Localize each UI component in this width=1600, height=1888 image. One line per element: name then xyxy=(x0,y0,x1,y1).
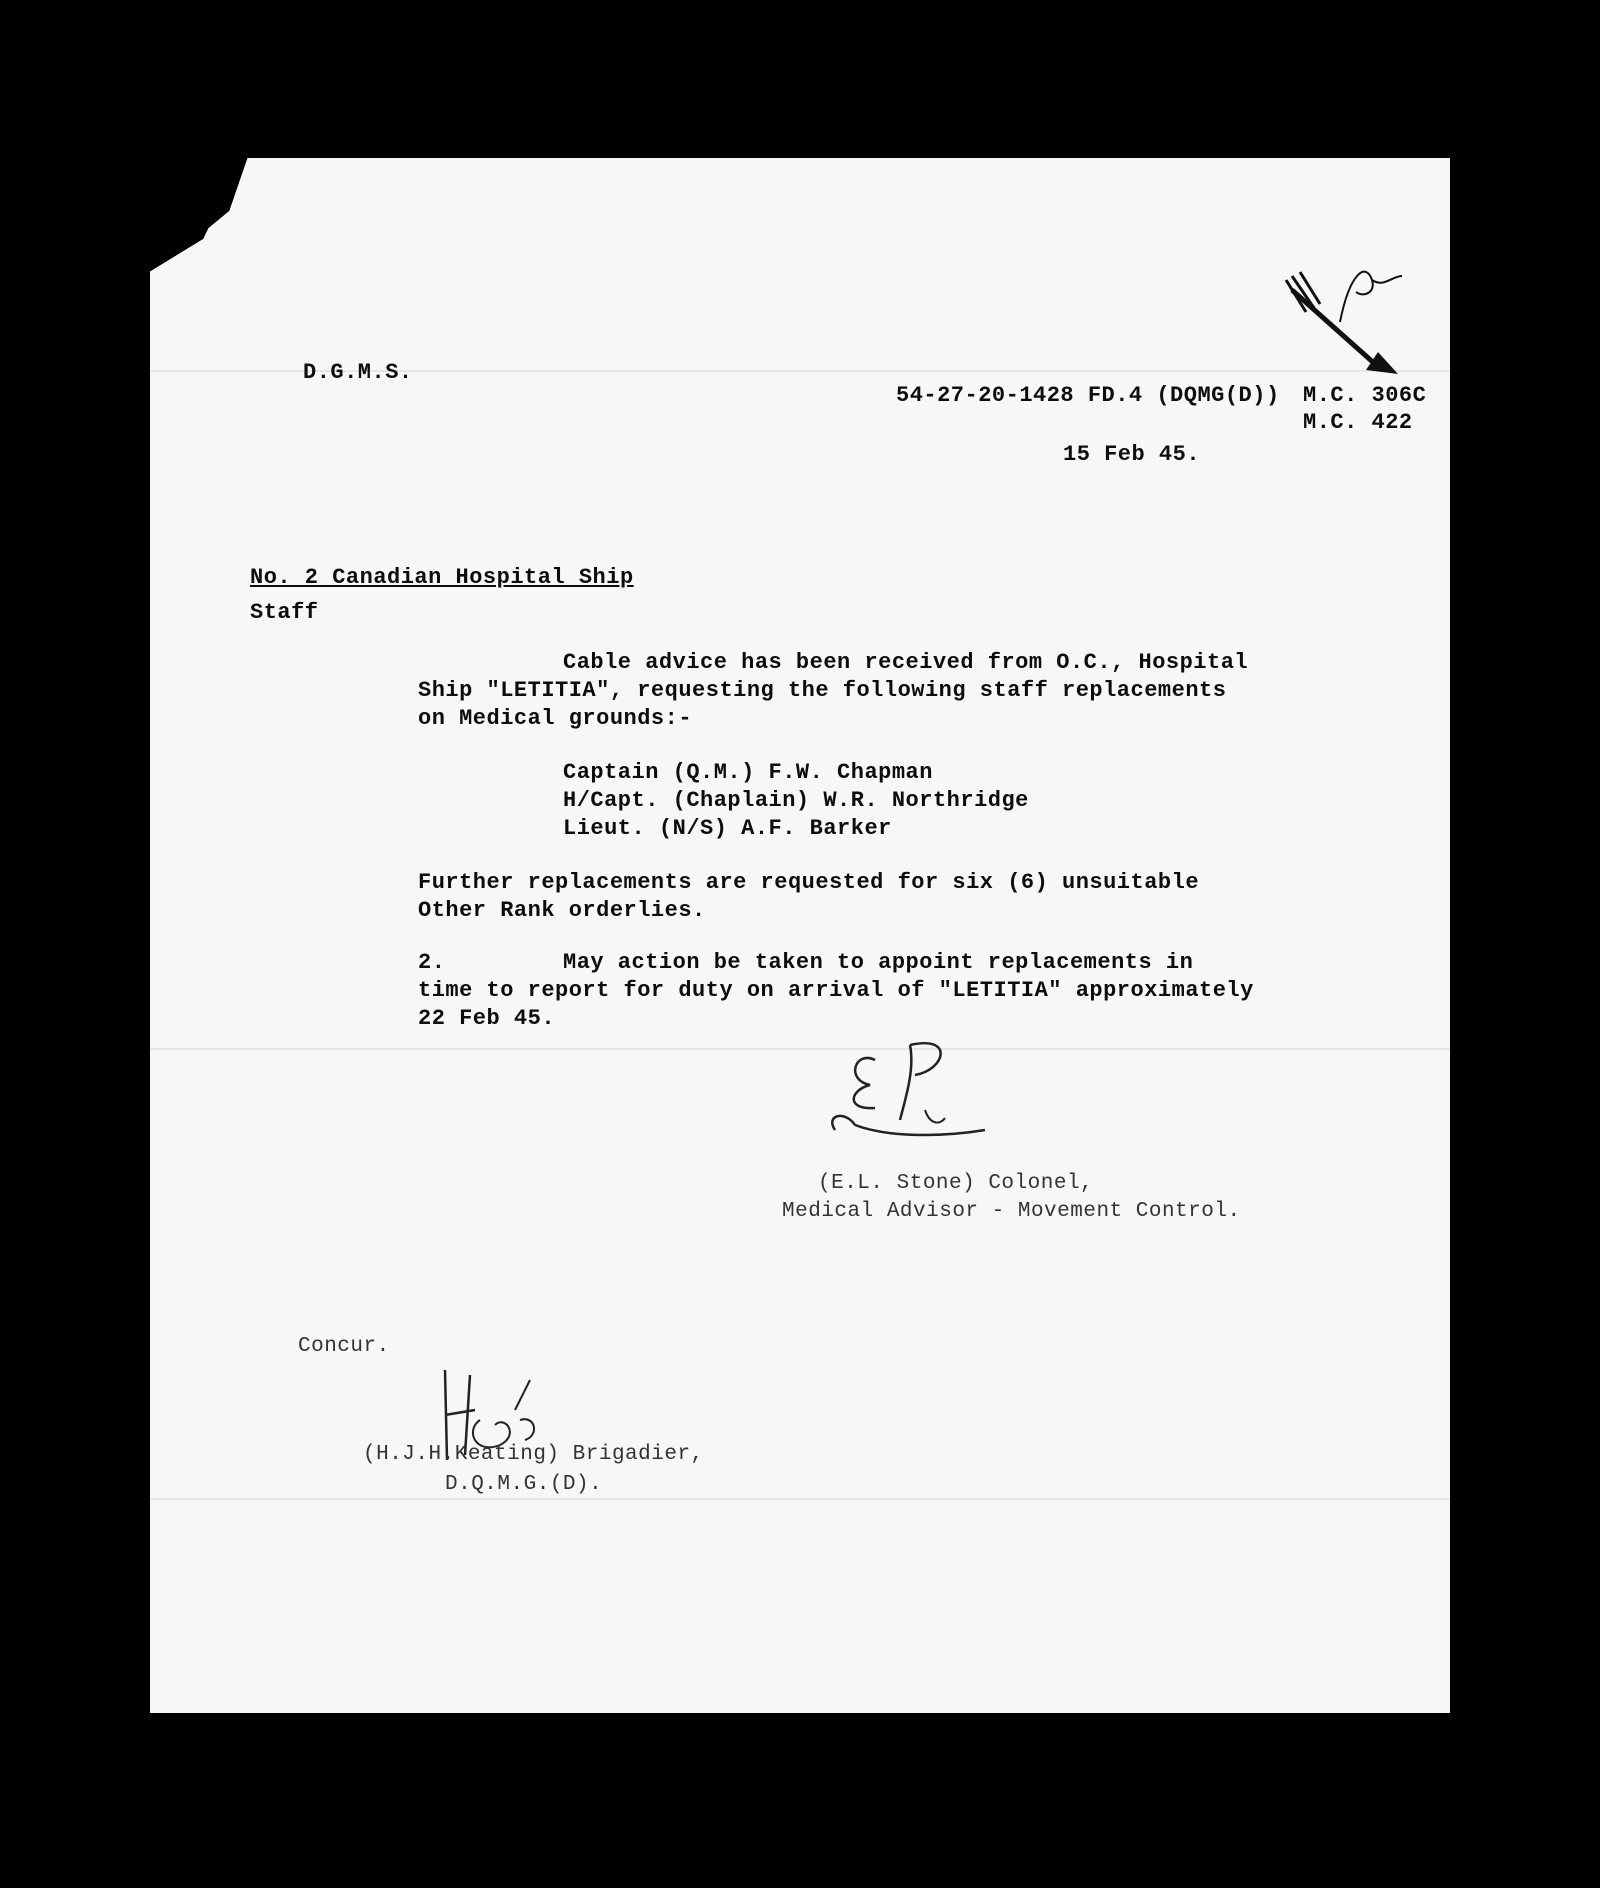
file-reference: 54-27-20-1428 FD.4 (DQMG(D)) xyxy=(896,383,1280,408)
para3-number: 2. xyxy=(418,950,446,975)
fold-line xyxy=(150,1498,1450,1500)
body-para1-line3: on Medical grounds:- xyxy=(418,706,693,731)
mc-reference-2: M.C. 422 xyxy=(1303,410,1413,435)
body-para2-line1: Further replacements are requested for six (6) unsuitable xyxy=(418,870,1200,895)
addressee: D.G.M.S. xyxy=(303,360,413,385)
body-para3-line2: time to report for duty on arrival of "LETITIA" approximately xyxy=(418,978,1254,1003)
body-para2-line2: Other Rank orderlies. xyxy=(418,898,706,923)
document-date: 15 Feb 45. xyxy=(1063,442,1201,467)
concur-name: (H.J.H.Keating) Brigadier, xyxy=(363,1443,704,1466)
signature-stone xyxy=(815,1030,1015,1150)
fold-line xyxy=(150,1048,1450,1050)
body-para3-line3: 22 Feb 45. xyxy=(418,1006,556,1031)
body-para3-line1: May action be taken to appoint replacements in xyxy=(563,950,1194,975)
personnel-item: H/Capt. (Chaplain) W.R. Northridge xyxy=(563,788,1029,813)
personnel-item: Lieut. (N/S) A.F. Barker xyxy=(563,816,892,841)
concur-label: Concur. xyxy=(298,1335,390,1358)
mc-reference-1: M.C. 306C xyxy=(1303,383,1427,408)
personnel-item: Captain (Q.M.) F.W. Chapman xyxy=(563,760,933,785)
signature1-name: (E.L. Stone) Colonel, xyxy=(818,1172,1094,1195)
concur-title: D.Q.M.G.(D). xyxy=(445,1473,603,1496)
subject-line: No. 2 Canadian Hospital Ship xyxy=(250,565,634,590)
arrow-stamp-icon xyxy=(1280,262,1410,382)
body-para1-line1: Cable advice has been received from O.C., Hospital xyxy=(563,650,1249,675)
subject-staff: Staff xyxy=(250,600,319,625)
body-para1-line2: Ship "LETITIA", requesting the following staff replacements xyxy=(418,678,1227,703)
signature1-title: Medical Advisor - Movement Control. xyxy=(782,1200,1241,1223)
